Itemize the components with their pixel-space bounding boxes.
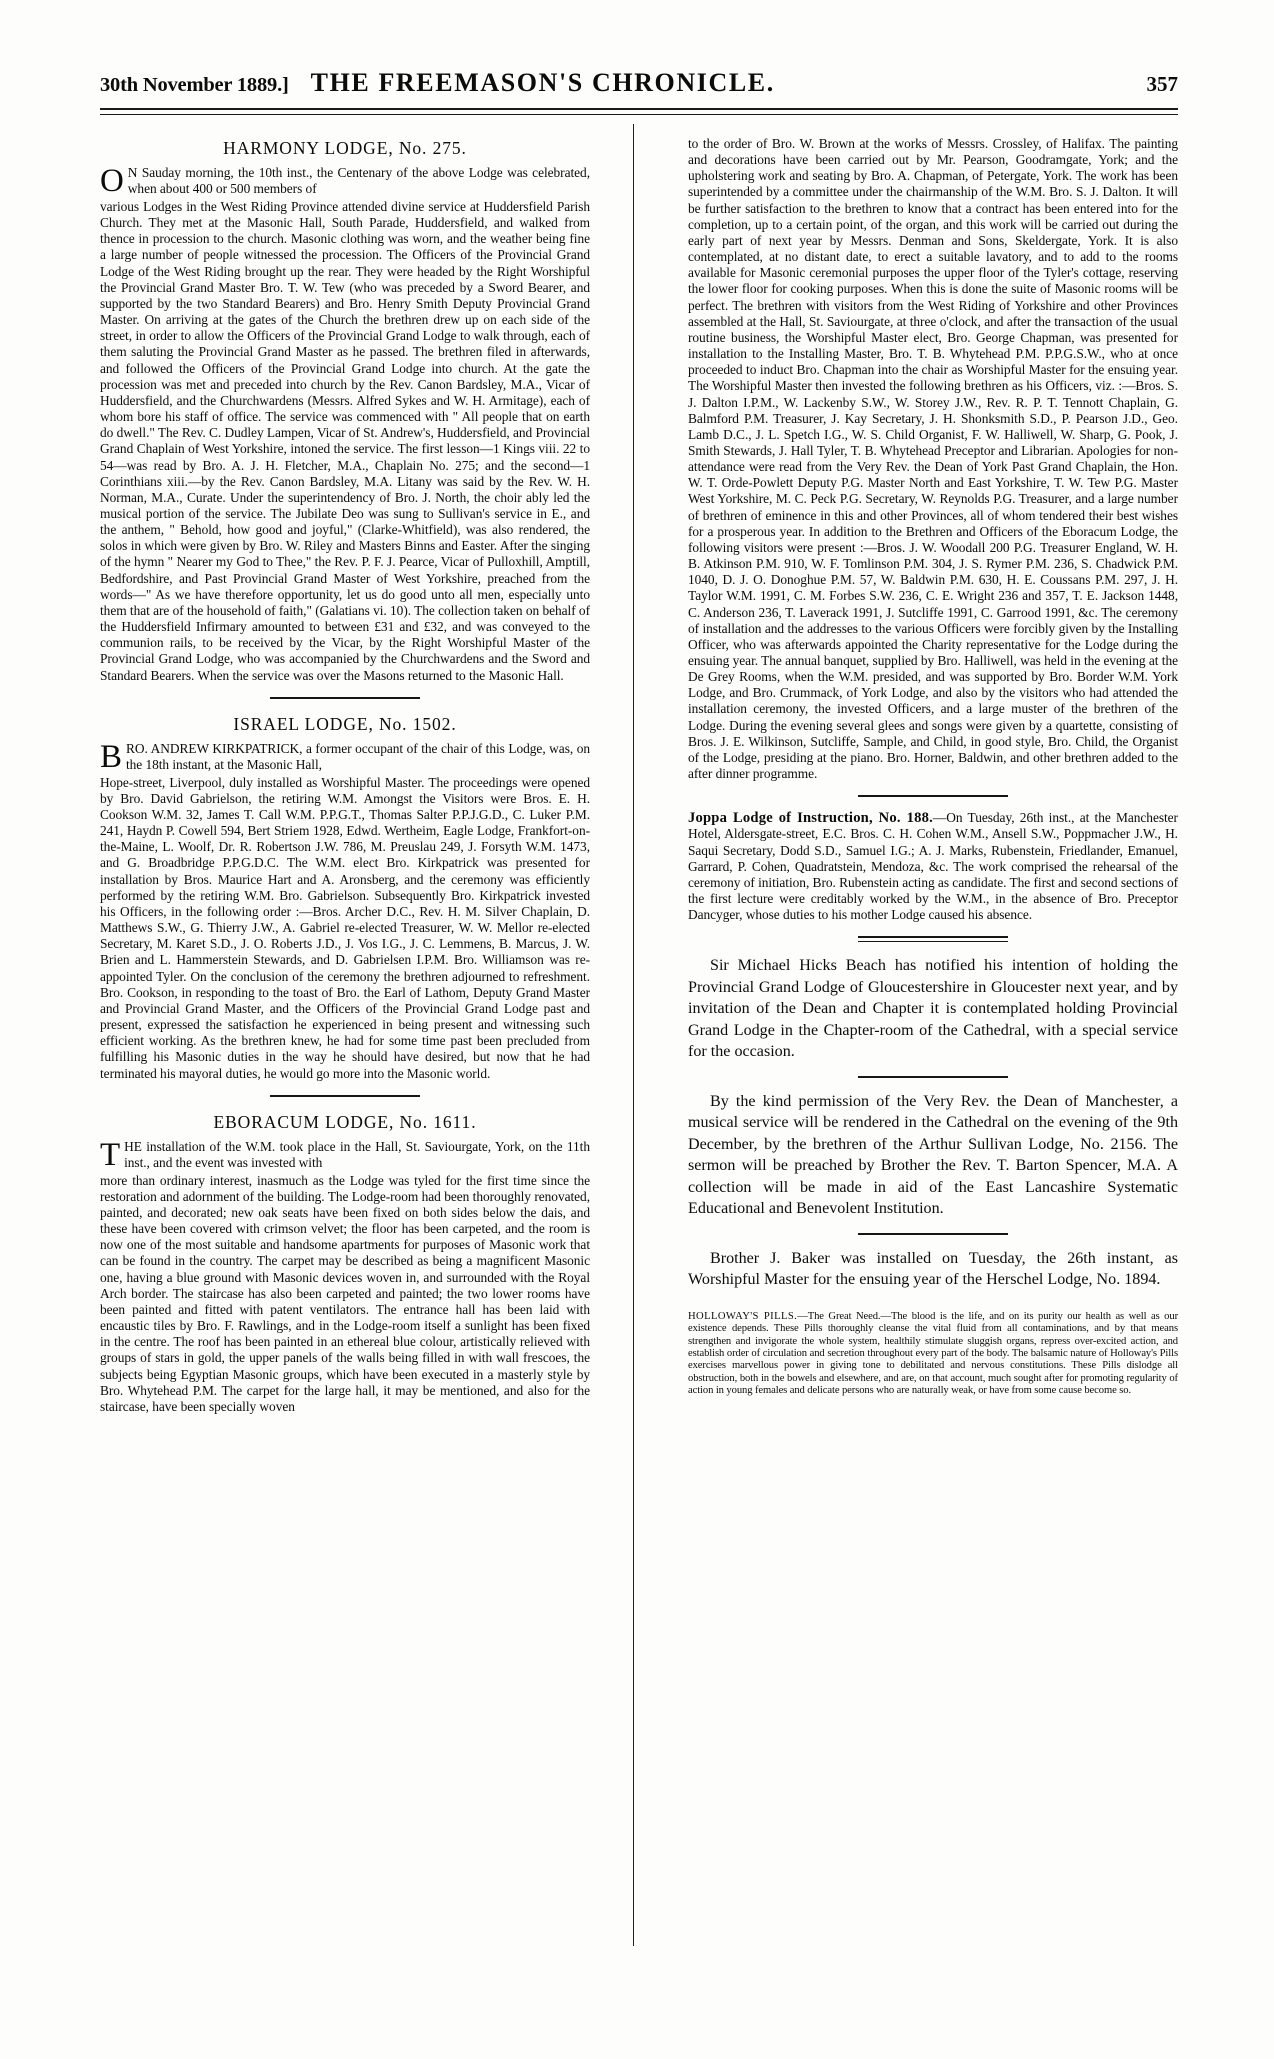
israel-lead-paragraph xyxy=(100,738,590,775)
eboracum-continuation-paragraph: to the order of Bro. W. Brown at the works of Messrs. Crossley, of Halifax. The painting and decorations have been carried out by Mr. Pearson, Goodramgate, York; and the upholstering work and seating by Bro. A. Chapman, of Petergate, York. The work has been superintended by a committee under the chairmanship of the W.M. Bro. S. J. Dalton. It will be further satisfaction to the brethren to know that a contract has been entered into for the completion, up to a certain point, of the organ, and this work will be carried out during the early part of next year by Messrs. Denman and Sons, Skeldergate, York. It is also contemplated, at no distant date, to erect a suitable lavatory, and to add to the rooms available for Masonic ceremonial purposes the upper floor of the Tyler's cottage, reserving the lower floor for cooking purposes. When this is done the suite of Masonic rooms will be perfect. The brethren with visitors from the West Riding of Yorkshire and other Provinces assembled at the Hall, St. Saviourgate, at three o'clock, and after the transaction of the usual routine business, the Worshipful Master elect, Bro. George Chapman, was presented for installation to the Installing Master, Bro. T. B. Whytehead P.M. P.P.G.S.W., who at once proceeded to induct Bro. Chapman into the chair as Worshipful Master for the ensuing year. The Worshipful Master then invested the following brethren as his Officers, viz. :—Bros. S. J. Dalton I.P.M., W. Lackenby S.W., W. Storey J.W., Rev. R. P. T. Tennott Chaplain, G. Balmford P.M. Treasurer, J. Kay Secretary, J. H. Shonksmith S.D., P. Pearson J.D., Geo. Lamb D.C., J. L. Spetch I.G., W. S. Child Organist, F. W. Halliwell, W. Sharp, G. Pook, J. Smith Stewards, J. Hall Tyler, T. B. Whytehead Preceptor and Librarian. Apologies for non-attendance were read from the Very Rev. the Dean of York Past Grand Chaplain, the Hon. W. T. Orde-Powlett Deputy P.G. Master North and East Yorkshire, T. W. Tew P.G. Master West Yorkshire, M. C. Peck P.G. Secretary, W. Reynolds P.G. Treasurer, and a large number of brethren of eminence in this and other Provinces, all of whom tendered their best wishes for a prosperous year. In addition to the Brethren and Officers of the Eboracum Lodge, the following visitors were present :—Bros. J. W. Woodall 200 P.G. Treasurer England, W. H. B. Atkinson P.M. 910, W. F. Tomlinson P.M. 304, J. S. Rymer P.M. 236, S. Chadwick P.M. 1040, D. J. O. Donoghue P.M. 57, W. Baldwin P.M. 630, H. E. Coussans P.M. 297, J. H. Taylor W.M. 1991, C. M. Forbes S.W. 236, C. E. Wright 236 and 357, T. E. Jackson 1448, C. Anderson 236, T. Laverack 1991, J. Sutcliffe 1991, C. Garrood 1991, &c. The ceremony of installation and the addresses to the various Officers were forcibly given by the Installing Officer, who was afterwards appointed the Charity representative for the Lodge during the ensuing year. The annual banquet, supplied by Bro. Halliwell, was held in the evening at the De Grey Rooms, when the W.M. presided, and was supported by Bro. Border W.M. York Lodge, and Bro. Crummack, of York Lodge, and also by the visitors who had attended the installation ceremony, the invested Officers, and a large muster of the brethren of the Lodge. During the evening several glees and songs were given by a quartette, consisting of Bros. J. E. Wilkinson, Sutcliffe, Sample, and Child, in good style, Bro. Child, the Organist of the Lodge, presiding at the piano. Bro. Horner, Baldwin, and other brethren added to the after dinner programme. xyxy=(688,136,1178,782)
article-israel-lodge xyxy=(100,712,590,1082)
left-column xyxy=(100,122,590,2012)
dropcap-harmony: O xyxy=(100,163,124,199)
dropcap-eboracum: T xyxy=(100,1136,121,1173)
section-separator-1 xyxy=(270,697,420,699)
advert-lead: HOLLOWAY'S PILLS. xyxy=(688,1310,798,1322)
eboracum-body-paragraph: more than ordinary interest, inasmuch as the Lodge was tyled for the first time since the restoration and adornment of the building. The Lodge-room had been thoroughly renovated, painted, and decorated; new oak seats have been fixed on both sides below the dais, and these have been covered with crimson velvet; the floor has been carpeted, and the room is now one of the most suitable and handsome apartments for purposes of Masonic work that can be found in the country. The carpet may be described as being a magnificent Masonic one, having a blue ground with Masonic devices woven in, and surrounded with the Royal Arch border. The staircase has also been carpeted and painted; the two lower rooms have been painted and fitted with patent ventilators. The entrance hall has been laid with encaustic tiles by Bro. F. Rawlings, and in the Lodge-room itself a sunlight has been fixed in the centre. The roof has been painted in an ethereal blue colour, artistically relieved with groups of stars in gold, the upper panels of the walls being filled in with wall frescoes, the subjects being Egyptian Masonic groups, which have been executed in a masterly style by Bro. Whytehead P.M. The carpet for the large hall, it may be mentioned, and also for the staircase, have been specially woven xyxy=(100,1172,590,1414)
harmony-body-paragraph: various Lodges in the West Riding Province attended divine service at Huddersfield Parish Church. They met at the Masonic Hall, South Parade, Huddersfield, and walked from thence in procession to the church. Masonic clothing was worn, and the weather being fine a large number of people witnessed the procession. The Officers of the Provincial Grand Lodge of the West Riding brought up the rear. They were headed by the Right Worshipful the Provincial Grand Master Bro. T. W. Tew (who was preceded by a Sword Bearer, and supported by the two Standard Bearers) and Bro. Henry Smith Deputy Provincial Grand Master. On arriving at the gates of the Church the brethren drew up on each side of the street, in order to allow the Officers of the Provincial Grand Lodge to walk through, each of them saluting the Provincial Grand Master as he passed. The brethren filed in afterwards, and followed the Officers of the Provincial Grand Lodge into church. At the gate the procession was met and preceded into church by the Rev. Canon Bardsley, M.A., Vicar of Huddersfield, and the Churchwardens (Messrs. Alfred Sykes and W. H. Armitage), each of whom bore his staff of office. The service was commenced with " All people that on earth do dwell." The Rev. C. Dudley Lampen, Vicar of St. Andrew's, Huddersfield, and Provincial Grand Chaplain of West Yorkshire, intoned the service. The first lesson—1 Kings viii. 22 to 54—was read by Bro. A. J. H. Fletcher, M.A., Chaplain No. 275; and the second—1 Corinthians xiii.—by the Rev. Canon Bardsley, M.A. Litany was said by the Rev. W. H. Norman, M.A., Curate. Under the superintendency of Bro. J. North, the choir ably led the musical portion of the service. The Jubilate Deo was sung to Sullivan's service in E., and the anthem, " Behold, how good and joyful," (Clarke-Whitfield), was also rendered, the solos in which were given by Bro. W. Riley and Masters Binns and Easter. After the singing of the hymn " Nearer my God to Thee," the Rev. P. F. J. Pearce, Vicar of Pulloxhill, Amptill, Bedfordshire, and Past Provincial Grand Master of West Yorkshire, preached from the words—" As we have therefore opportunity, let us do good unto all men, especially unto them that are of the household of faith," (Galatians vi. 10). The collection taken on behalf of the Huddersfield Infirmary amounted to between £31 and £32, and was conveyed to the communion rails, to be received by the Vicar, by the Right Worshipful Master of the Provincial Grand Lodge, who was accompanied by the Churchwardens and the Sword and Standard Bearers. When the service was over the Masons returned to the Masonic Hall. xyxy=(100,199,590,683)
masthead xyxy=(100,68,1178,102)
article-harmony-lodge xyxy=(100,122,590,684)
masthead-rule xyxy=(100,108,1178,115)
israel-body-paragraph: Hope-street, Liverpool, duly installed as Worshipful Master. The proceedings were opened by Bro. David Gabrielson, the retiring W.M. Amongst the Visitors were Bros. E. H. Cookson W.M. 32, James T. Call W.M. P.P.G.T., Thomas Salter P.P.J.G.D., C. Luker P.M. 241, Haydn P. Cowell 594, Bert Striem 1928, Edwd. Wertheim, Eagle Lodge, Frankfort-on-the-Maine, L. Woolf, Dr. R. Robertson J.W. 786, M. Preuslau 249, J. Forsyth W.M. 1473, and G. Broadbridge P.P.G.D.C. The W.M. elect Bro. Kirkpatrick was presented for installation by Bros. Maurice Hart and A. Aronsberg, and the ceremony was efficiently performed by the retiring W.M. Bro. Gabrielson. Subsequently Bro. Kirkpatrick invested his Officers, in the following order :—Bros. Archer D.C., Rev. H. M. Silver Chaplain, D. Matthews S.W., G. Thierry J.W., A. Gabriel re-elected Treasurer, W. W. Mellor re-elected Secretary, M. Karet S.D., J. O. Roberts J.D., J. Vos I.G., J. C. Lemmens, B. Marcus, J. W. Brien and L. Hammerstein Stewards, and D. Gabrielsen I.P.M. Bro. Williamson was re-appointed Tyler. On the conclusion of the ceremony the brethren adjourned to refreshment. Bro. Cookson, in responding to the toast of Bro. the Earl of Lathom, Deputy Grand Master and Provincial Grand Master, and the Officers of the Provincial Grand Lodge past and present, expressed the satisfaction he experienced in being present and witnessing such efficient working. As the brethren knew, he had for some time past been precluded from fulfilling his Masonic duties in the way he should have desired, but now that he had terminated his mayoral duties, he would go more into the Masonic world. xyxy=(100,774,590,1081)
israel-lead-text: RO. ANDREW KIRKPATRICK, a former occupant of the chair of this Lodge, was, on the 18th instant, at the Masonic Hall, xyxy=(125,740,590,772)
section-separator-2 xyxy=(270,1095,420,1097)
joppa-body-text: —On Tuesday, 26th inst., at the Manchester Hotel, Aldersgate-street, E.C. Bros. C. H. Cohen W.M., Ansell S.W., Poppmacher J.W., H. Saqui Secretary, Dodd S.D., Samuel I.G.; A. J. Marks, Rubenstein, Friedlander, Emanuel, Garrard, P. Cohen, Quadratstein, Mendoza, &c. The work comprised the rehearsal of the ceremony of initiation, Bro. Rubenstein acting as candidate. The first and second sections of the first lecture were creditably worked by the W.M., in the absence of Bro. Preceptor Dancyger, whose duties to his mother Lodge caused his absence. xyxy=(688,810,1178,923)
masthead-date: 30th November 1889.] xyxy=(100,74,289,96)
harmony-lead-paragraph xyxy=(100,165,590,199)
column-divider xyxy=(633,124,634,1946)
article-heading-eboracum: EBORACUM LODGE, No. 1611. xyxy=(213,1111,477,1132)
right-column xyxy=(688,122,1178,2012)
dropcap-israel: B xyxy=(100,738,122,775)
eboracum-lead-paragraph xyxy=(100,1136,590,1173)
section-separator-5 xyxy=(858,1076,1008,1078)
page-number: 357 xyxy=(1146,72,1178,96)
column-grid xyxy=(100,122,1178,2012)
advert-body: —The Great Need.—The blood is the life, and on its purity our health as well as our existence depends. These Pills thoroughly cleanse the vital fluid from all contaminations, and by that means strengthen and invigorate the whole system, healthily stimulate sluggish organs, repress over-excited action, and establish order of circulation and secretion throughout every part of the body. The balsamic nature of Holloway's Pills exercises marvellous power in giving tone to debilitated and nervous constitutions. These Pills dislodge all obstruction, both in the bowels and elsewhere, and are, on that account, much sought after for promoting regularity of action in young females and delicate persons who are naturally weak, or have from some cause become so. xyxy=(688,1310,1178,1397)
joppa-run-head: Joppa Lodge of Instruction, No. 188. xyxy=(688,810,933,827)
section-separator-4 xyxy=(858,936,1008,942)
harmony-lead-text: N Sauday morning, the 10th inst., the Centenary of the above Lodge was celebrated, when about 400 or 500 members of xyxy=(127,165,590,197)
section-separator-6 xyxy=(858,1233,1008,1235)
article-heading-harmony: HARMONY LODGE, No. 275. xyxy=(223,138,467,158)
news-note-gloucestershire: Sir Michael Hicks Beach has notified his intention of holding the Provincial Grand Lodge of Gloucestershire in Gloucester next year, and by invitation of the Dean and Chapter it is contemplated holding Provincial Grand Lodge in the Chapter-room of the Cathedral, with a special service for the occasion. xyxy=(688,957,1178,1061)
joppa-lodge-item xyxy=(688,810,1178,923)
article-eboracum-lodge xyxy=(100,1110,590,1415)
eboracum-lead-text: HE installation of the W.M. took place in the Hall, St. Saviourgate, York, on the 11th inst., and the event was invested with xyxy=(124,1138,590,1170)
section-separator-3 xyxy=(858,795,1008,797)
news-note-manchester-service: By the kind permission of the Very Rev. the Dean of Manchester, a musical service will be rendered in the Cathedral on the evening of the 9th December, by the brethren of the Arthur Sullivan Lodge, No. 2156. The sermon will be preached by Brother the Rev. T. Barton Spencer, M.A. A collection will be made in aid of the East Lancashire Systematic Educational and Benevolent Institution. xyxy=(688,1092,1178,1218)
masthead-title: THE FREEMASON'S CHRONICLE. xyxy=(310,68,775,97)
news-note-herschel-lodge: Brother J. Baker was installed on Tuesday, the 26th instant, as Worshipful Master for the ensuing year of the Herschel Lodge, No. 1894. xyxy=(688,1249,1178,1289)
article-heading-israel: ISRAEL LODGE, No. 1502. xyxy=(233,713,457,734)
advertisement-holloways-pills xyxy=(688,1311,1178,1398)
